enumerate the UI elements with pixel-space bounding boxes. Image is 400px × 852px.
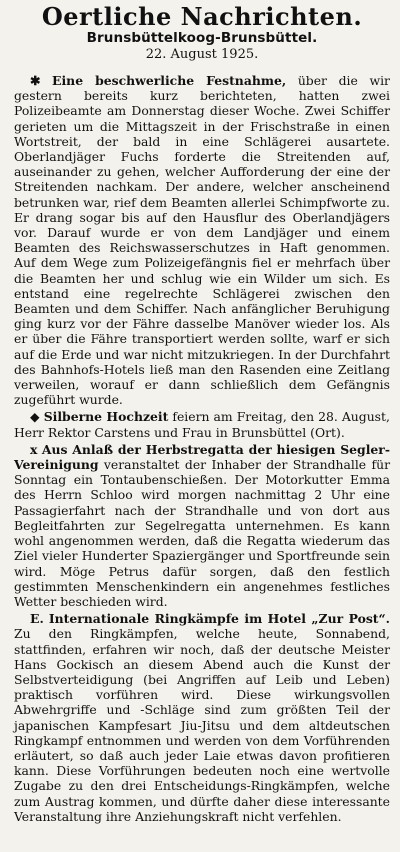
article-paragraph <box>14 409 390 439</box>
article-headline: Silberne Hochzeit <box>43 409 169 425</box>
article-paragraph <box>14 611 390 824</box>
section-subtitle: Brunsbüttelkoog-Brunsbüttel. <box>86 30 318 46</box>
article-body: veranstaltet der Inhaber der Strandhalle für Sonntag ein Tontaubenschießen. Der Motorkutter Emma des Herrn Schloo wird morgen nachmittag 2 Uhr eine Passagierfahrt nach der Strandhalle und von dort aus Begleitfahrten zur Segelregatta unternehmen. Es kann wohl angenommen werden, daß die Regatta wiederum das Ziel vieler Hunderter Spaziergänger und Sportfreunde sein wird. Möge Petrus dafür sorgen, daß den festlich gestimmten Menschenkindern ein angenehmes festliches Wetter beschieden wird. <box>14 457 390 609</box>
article-ringkaempfe <box>14 611 390 824</box>
article-body: feiern am Freitag, den 28. August, Herr Rektor Carstens und Frau in Brunsbüttel (Ort). <box>14 409 390 440</box>
article-headline: Eine beschwerliche Festnahme, <box>52 73 287 88</box>
article-body: Zu den Ringkämpfen, welche heute, Sonnabend, stattfinden, erfahren wir noch, daß der deutsche Meister Hans Gockisch an diesem Abend auch die Kunst der Selbstverteidigung (bei Angriffen auf Leib und Leben) praktisch vorführen wird. Diese wirkungsvollen Abwehrgriffe und -Schläge sind zum größten Teil der japanischen Kampfesart Jiu-Jitsu und dem altdeutschen Ringkampf entnommen und werden von dem Vorführenden erläutert, so daß auch jeder Laie etwas davon profitieren kann. Diese Vorführungen bedeuten noch eine wertvolle Zugabe zu den drei Entscheidungs-Ringkämpfen, welche zum Austrag kommen, und dürfte daher diese interessante Veranstaltung ihre Anziehungskraft nicht verfehlen. <box>14 626 390 824</box>
section-title: Oertliche Nachrichten. <box>41 2 363 31</box>
masthead <box>14 4 390 63</box>
article-marker: x <box>30 441 38 457</box>
article-body: über die wir gestern bereits kurz berichteten, hatten zwei Polizeibeamte am Donnerstag dieser Woche. Zwei Schiffer gerieten um die Mittagszeit in der Frischstraße in einen Wortstreit, der bald in eine Schlägerei ausartete. Oberlandjäger Fuchs forderte die Streitenden auf, auseinander zu gehen, welcher Aufforderung der eine der Streitenden nachkam. Der andere, welcher anscheinend betrunken war, rief dem Beamten allerlei Schimpfworte zu. Er drang sogar bis auf den Hausflur des Oberlandjägers vor. Darauf wurde er von dem Landjäger und einem Beamten des Reichswasserschutzes in Haft genommen. Auf dem Wege zum Polizeigefängnis fiel er mehrfach über die Beamten her und schlug wie ein Wilder um sich. Es entstand eine regelrechte Schlägerei zwischen den Beamten und dem Schiffer. Nach anfänglicher Beruhigung ging kurz vor der Fähre dasselbe Manöver wieder los. Als er über die Fähre transportiert werden sollte, warf er sich auf die Erde und war nicht mitzukriegen. In der Durchfahrt des Bahnhofs-Hotels ließ man den Rasenden eine Zeitlang verweilen, worauf er dann schließlich dem Gefängnis zugeführt wurde. <box>14 73 390 408</box>
article-festnahme <box>14 73 390 407</box>
article-marker: E. <box>30 611 44 627</box>
article-silberne-hochzeit <box>14 409 390 439</box>
article-marker: ✱ <box>30 73 41 88</box>
article-marker: ◆ <box>30 409 40 425</box>
article-headline: Aus Anlaß der Herbstregatta der hiesigen Segler-Vereinigung <box>14 441 390 473</box>
article-paragraph <box>14 442 390 609</box>
issue-date: 22. August 1925. <box>145 47 259 62</box>
article-paragraph <box>14 73 390 407</box>
article-herbstregatta <box>14 442 390 609</box>
article-headline: Internationale Ringkämpfe im Hotel „Zur Post“. <box>48 611 390 627</box>
